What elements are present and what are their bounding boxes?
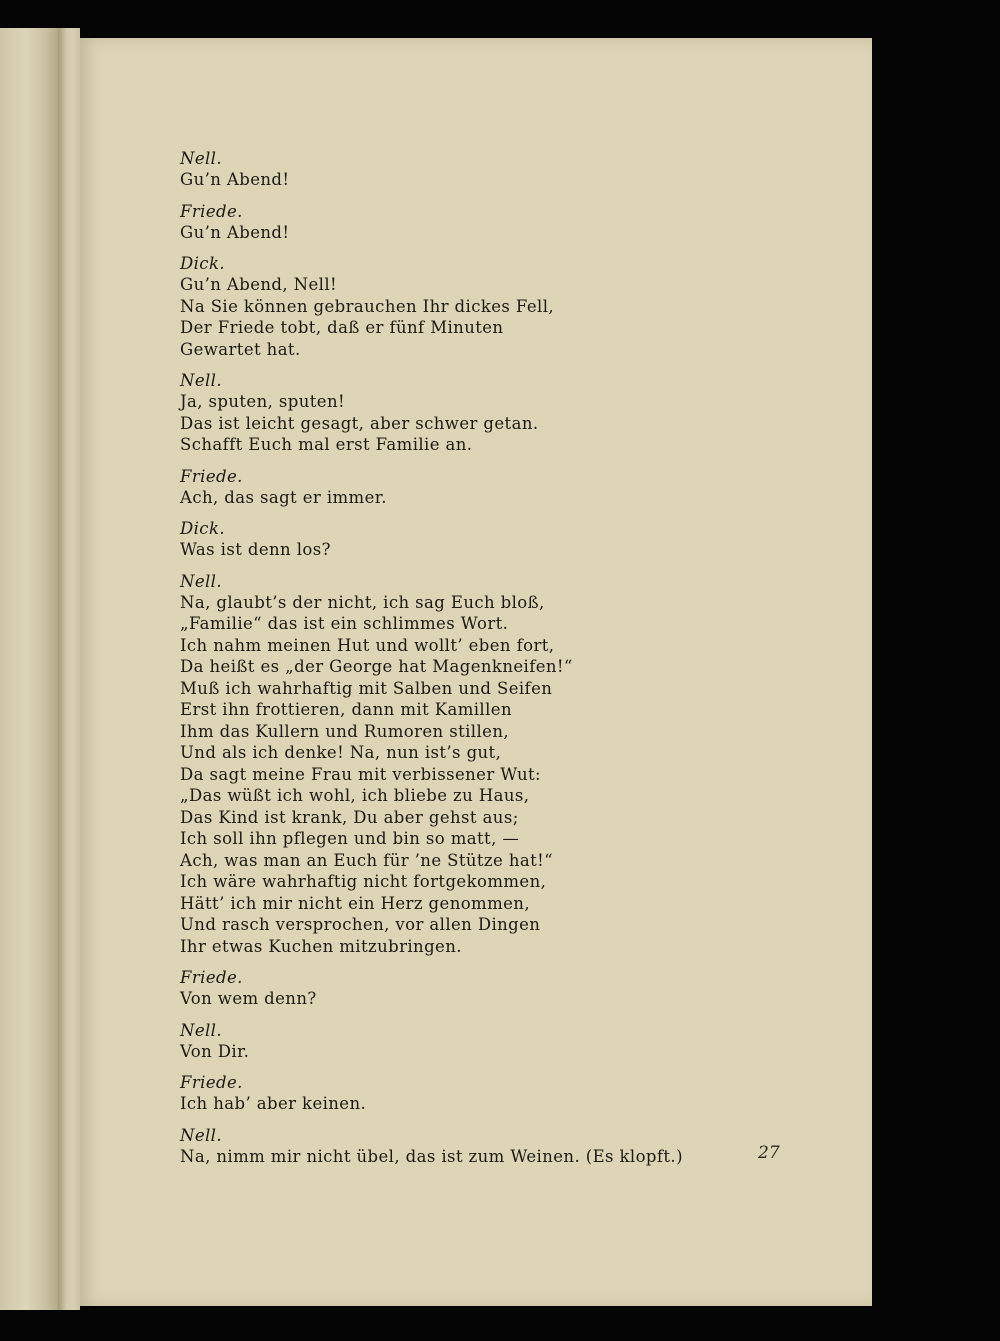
dialogue-block: [180, 967, 780, 1010]
verse-line: Ich nahm meinen Hut und wollt’ eben fort,: [180, 635, 555, 655]
dialogue-block: [180, 201, 780, 244]
verse-line: Das Kind ist krank, Du aber gehst aus;: [180, 807, 519, 827]
verse-line: Na Sie können gebrauchen Ihr dickes Fell,: [180, 296, 555, 316]
verse-line: Das ist leicht gesagt, aber schwer getan.: [180, 413, 539, 433]
verse-line: Gu’n Abend!: [180, 222, 290, 242]
speaker-name: Nell.: [180, 149, 223, 168]
verse-line: Der Friede tobt, daß er fünf Minuten: [180, 318, 504, 337]
speaker-name: Friede.: [180, 1073, 243, 1092]
verse-line: Da sagt meine Frau mit verbissener Wut:: [180, 764, 541, 784]
verse-line: Was ist denn los?: [180, 540, 331, 559]
verse-line: Schafft Euch mal erst Familie an.: [180, 435, 473, 454]
speaker-name: Friede.: [180, 201, 243, 221]
verse-line: Ihr etwas Kuchen mitzubringen.: [180, 936, 462, 956]
book-gutter: [58, 28, 80, 1310]
speaker-name: Friede.: [180, 968, 243, 987]
dialogue-block: [180, 253, 780, 360]
verse-line: Von wem denn?: [180, 989, 317, 1008]
verse-line: Gu’n Abend, Nell!: [180, 275, 338, 294]
speaker-name: Nell.: [180, 1020, 223, 1040]
verse-line: Ach, was man an Euch für ’ne Stütze hat!“: [180, 850, 553, 870]
verse-line: Von Dir.: [180, 1041, 250, 1061]
dialogue-block: [180, 1072, 780, 1115]
dialogue-block: [180, 466, 780, 509]
verse-line: Gewartet hat.: [180, 339, 301, 359]
dialogue-block: [180, 518, 780, 561]
verse-line: Ihm das Kullern und Rumoren stillen,: [180, 721, 509, 741]
speaker-name: Dick.: [180, 254, 225, 273]
speaker-name: Nell.: [180, 1125, 223, 1145]
verse-line: Ich wäre wahrhaftig nicht fortgekommen,: [180, 872, 547, 891]
verse-line: Gu’n Abend!: [180, 170, 290, 189]
verse-line: Na, nimm mir nicht übel, das ist zum Weinen. (Es klopft.): [180, 1146, 683, 1166]
speaker-name: Nell.: [180, 371, 223, 390]
dialogue-block: [180, 370, 780, 456]
verse-line: Ich soll ihn pflegen und bin so matt, —: [180, 829, 520, 848]
verse-line: Und rasch versprochen, vor allen Dingen: [180, 915, 541, 934]
verse-line: Erst ihn frottieren, dann mit Kamillen: [180, 700, 512, 719]
verse-line: Muß ich wahrhaftig mit Salben und Seifen: [180, 678, 553, 698]
facing-page-edge: [0, 28, 58, 1310]
dialogue-block: [180, 148, 780, 191]
dialogue-block: [180, 571, 780, 958]
verse-line: Da heißt es „der George hat Magenkneifen!“: [180, 657, 573, 676]
dialogue-block: [180, 1125, 780, 1168]
verse-line: Und als ich denke! Na, nun ist’s gut,: [180, 743, 502, 762]
verse-line: „Das wüßt ich wohl, ich bliebe zu Haus,: [180, 786, 530, 805]
verse-line: Na, glaubt’s der nicht, ich sag Euch bloß,: [180, 592, 545, 612]
verse-line: „Familie“ das ist ein schlimmes Wort.: [180, 614, 509, 633]
page-number: 27: [758, 1143, 780, 1163]
dialogue-block: [180, 1020, 780, 1063]
speaker-name: Friede.: [180, 466, 243, 486]
speaker-name: Nell.: [180, 571, 223, 591]
play-text: [180, 148, 780, 1177]
verse-line: Ja, sputen, sputen!: [180, 392, 346, 411]
speaker-name: Dick.: [180, 519, 225, 538]
verse-line: Ich hab’ aber keinen.: [180, 1094, 367, 1113]
verse-line: Hätt’ ich mir nicht ein Herz genommen,: [180, 893, 530, 913]
verse-line: Ach, das sagt er immer.: [180, 487, 387, 507]
book-page: [80, 38, 872, 1306]
